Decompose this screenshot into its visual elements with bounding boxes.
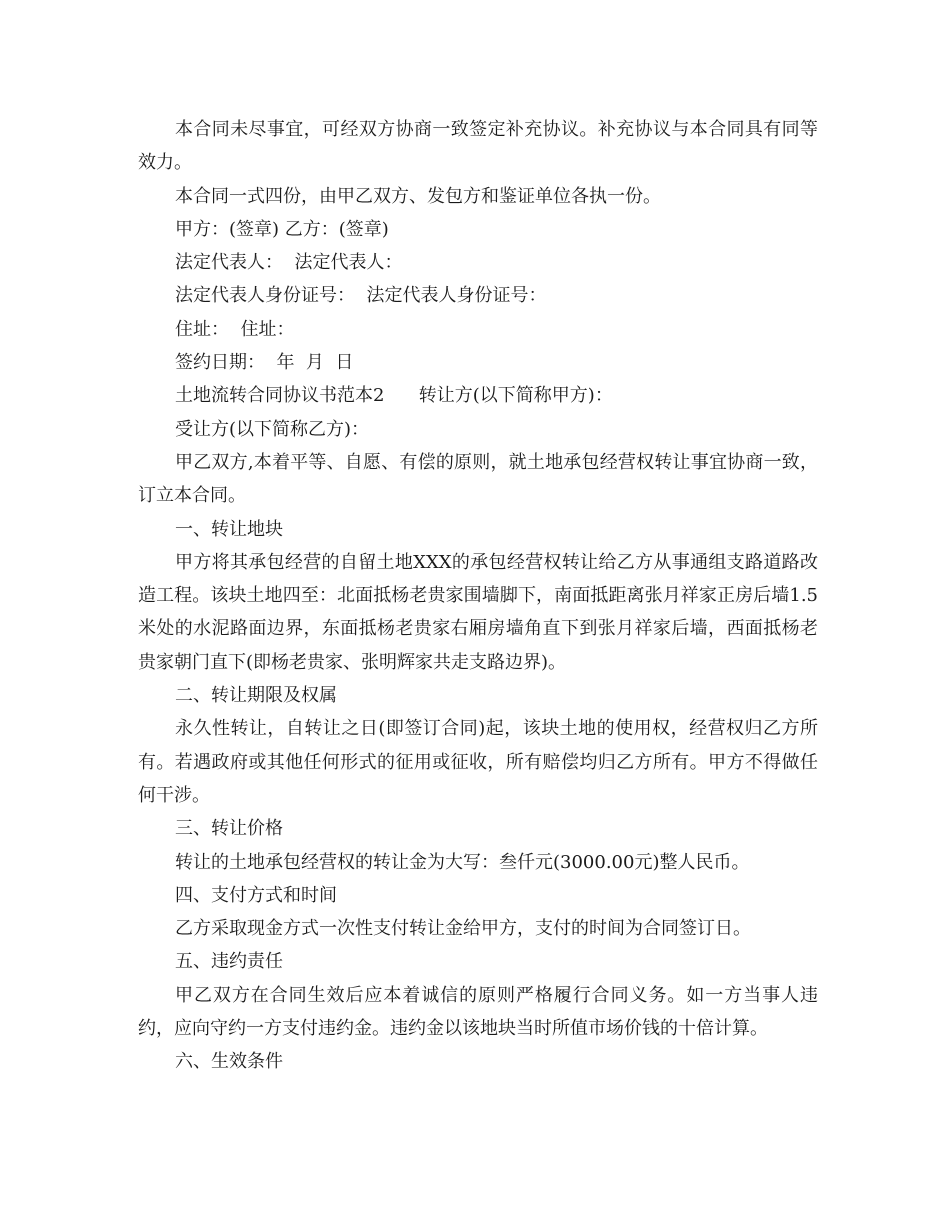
paragraph-payment: 乙方采取现金方式一次性支付转让金给甲方，支付的时间为合同签订日。 — [175, 918, 751, 940]
section-heading-price: 三、转让价格 — [175, 818, 283, 840]
paragraph-price: 转让的土地承包经营权的转让金为大写：叁仟元(3000.00元)整人民币。 — [175, 851, 750, 873]
paragraph-term-ownership: 永久性转让，自转让之日(即签订合同)起，该块土地的使用权，经营权归乙方所有。若遇政府或其他任何形式的征用或征收，所有赔偿均归乙方所有。甲方不得做任何干涉。 — [138, 718, 818, 806]
section-heading-effect-conditions: 六、生效条件 — [175, 1051, 283, 1073]
section-heading-term-ownership: 二、转让期限及权属 — [175, 685, 337, 707]
paragraph-transferee: 受让方(以下简称乙方)： — [175, 418, 370, 440]
section-heading-liability: 五、违约责任 — [175, 951, 283, 973]
paragraph-supplement-clause: 本合同未尽事宜，可经双方协商一致签定补充协议。补充协议与本合同具有同等效力。 — [138, 119, 818, 174]
paragraph-signing-date: 签约日期： 年 月 日 — [175, 352, 354, 374]
paragraph-preamble: 甲乙双方,本着平等、自愿、有偿的原则，就土地承包经营权转让事宜协商一致，订立本合同。 — [138, 451, 818, 507]
paragraph-addresses: 住址： 住址： — [175, 318, 295, 340]
paragraph-party-signatures: 甲方：(签章) 乙方：(签章) — [175, 218, 389, 240]
document-body — [138, 113, 818, 1079]
section-heading-payment: 四、支付方式和时间 — [175, 884, 337, 906]
paragraph-template-title: 土地流转合同协议书范本2 转让方(以下简称甲方)： — [175, 385, 613, 407]
paragraph-legal-representatives: 法定代表人： 法定代表人： — [175, 252, 403, 274]
paragraph-liability: 甲乙双方在合同生效后应本着诚信的原则严格履行合同义务。如一方当事人违约，应向守约一方支付违约金。违约金以该地块当时所值市场价钱的十倍计算。 — [138, 984, 818, 1040]
paragraph-id-numbers: 法定代表人身份证号： 法定代表人身份证号： — [175, 285, 547, 307]
paragraph-land-plot: 甲方将其承包经营的自留土地XXX的承包经营权转让给乙方从事通组支路道路改造工程。该块土地四至：北面抵杨老贵家围墙脚下，南面抵距离张月祥家正房后墙1.5米处的水泥路面边界，东面抵杨老贵家右厢房墙角直下到张月祥家后墙，西面抵杨老贵家朝门直下(即杨老贵家、张明辉家共走支路边界)。 — [138, 551, 818, 673]
paragraph-copies-clause: 本合同一式四份，由甲乙双方、发包方和鉴证单位各执一份。 — [175, 185, 661, 207]
section-heading-land-plot: 一、转让地块 — [175, 518, 283, 540]
